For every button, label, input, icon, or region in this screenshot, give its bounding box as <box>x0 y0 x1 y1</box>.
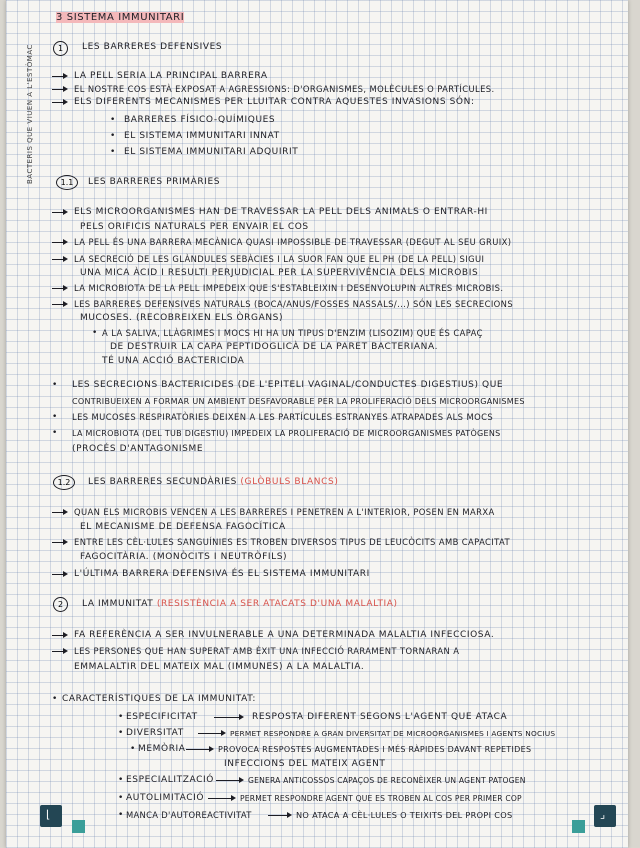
arrow-icon <box>198 733 224 734</box>
text-line: LES BARRERES DEFENSIVES NATURALS (BOCA/ANUS/FOSSES NASSALS/...) SÓN LES SECRECIONS <box>74 299 514 309</box>
text-line: QUAN ELS MICROBIS VENCEN A LES BARRERES I PENETREN A L'INTERIOR, POSEN EN MARXA <box>74 507 495 517</box>
arrow-icon <box>268 815 290 816</box>
bullet: • <box>52 694 58 704</box>
text-line: UNA MICA ÀCID I RESULTI PERJUDICIAL PER LA SUPERVIVÈNCIA DELS MICROBIS <box>80 268 479 278</box>
arrow-icon <box>216 780 242 781</box>
text-line: LA SECRECIÓ DE LES GLÀNDULES SEBÀCIES I LA SUOR FAN QUE EL PH (DE LA PELL) SIGUI <box>74 254 485 264</box>
list-item: EL SISTEMA IMMUNITARI INNAT <box>124 131 280 141</box>
text-line: FAGOCITÀRIA. (MONÒCITS I NEUTRÒFILS) <box>80 552 288 562</box>
text-line: A LA SALIVA, LLÀGRIMES I MOCS HI HA UN TIPUS D'ENZIM (LISOZIM) QUE ÉS CAPAÇ <box>102 328 483 338</box>
text-line: ELS MICROORGANISMES HAN DE TRAVESSAR LA PELL DELS ANIMALS O ENTRAR-HI <box>74 207 488 217</box>
section-heading: LA IMMUNITAT (RESISTÈNCIA A SER ATACATS D'UNA MALALTIA) <box>82 599 398 609</box>
text-line: (PROCÉS D'ANTAGONISME <box>72 444 204 454</box>
arrow-icon <box>186 749 212 750</box>
arrow-icon <box>52 102 66 103</box>
bullet: • <box>110 131 116 141</box>
arrow-icon <box>52 76 66 77</box>
corner-logo-right-icon: ⌟ <box>594 805 616 827</box>
bullet: • <box>52 412 58 422</box>
characteristic-term: ESPECIFICITAT <box>126 712 198 722</box>
teal-square-icon <box>72 820 85 833</box>
section-number-badge: 1 <box>53 41 68 56</box>
text-line: TÉ UNA ACCIÓ BACTERICIDA <box>102 356 245 366</box>
text-line: EL MECANISME DE DEFENSA FAGOCÍTICA <box>80 522 286 532</box>
text-line: LA MICROBIOTA (DEL TUB DIGESTIU) IMPEDEIX LA PROLIFERACIÓ DE MICROORGANISMES PATÒGENS <box>72 429 501 438</box>
bullet: • <box>110 147 116 157</box>
characteristic-desc: PERMET RESPONDRE A GRAN DIVERSITAT DE MICROORGANISMES I AGENTS NOCIUS <box>230 729 556 738</box>
characteristic-desc: PROVOCA RESPOSTES AUGMENTADES I MÉS RÀPIDES DAVANT REPETIDES <box>218 745 532 754</box>
teal-square-icon <box>572 820 585 833</box>
section-number-badge: 2 <box>53 597 68 612</box>
text-line: FA REFERÈNCIA A SER INVULNERABLE A UNA DETERMINADA MALALTIA INFECCIOSA. <box>74 630 495 640</box>
bullet: • <box>52 428 58 438</box>
characteristic-term: MEMÒRIA <box>138 744 186 754</box>
text-line: LA MICROBIOTA DE LA PELL IMPEDEIX QUE S'ESTABLEIXIN I DESENVOLUPIN ALTRES MICROBIS. <box>74 283 504 293</box>
section-number-badge: 1.1 <box>56 175 78 190</box>
characteristic-term: MANCA D'AUTOREACTIVITAT <box>126 810 252 820</box>
section-heading: LES BARRERES DEFENSIVES <box>82 42 223 52</box>
bullet: • <box>118 775 124 785</box>
arrow-icon <box>52 574 66 575</box>
characteristic-term: ESPECIALITZACIÓ <box>126 775 214 785</box>
text-line: LES MUCOSES RESPIRATÒRIES DEIXEN A LES PARTÍCULES ESTRANYES ATRAPADES ALS MOCS <box>72 412 494 422</box>
bullet: • <box>110 115 116 125</box>
text-line: ELS DIFERENTS MECANISMES PER LLUITAR CONTRA AQUESTES INVASIONS SÓN: <box>74 97 475 107</box>
arrow-icon <box>52 242 66 243</box>
characteristic-desc: PERMET RESPONDRE AGENT QUE ES TROBEN AL COS PER PRIMER COP <box>240 794 522 803</box>
text-line: ENTRE LES CÈL·LULES SANGUÍNIES ES TROBEN DIVERSOS TIPUS DE LEUCÒCITS AMB CAPACITAT <box>74 537 511 547</box>
text-line: LA PELL SERIA LA PRINCIPAL BARRERA <box>74 71 268 81</box>
arrow-icon <box>214 717 242 718</box>
text-line: MUCOSES. (RECOBREIXEN ELS ÒRGANS) <box>80 313 284 323</box>
notebook-page <box>6 0 628 848</box>
text-line: L'ÚLTIMA BARRERA DEFENSIVA ÉS EL SISTEMA IMMUNITARI <box>74 569 370 579</box>
corner-logo-left-icon: ⌊ <box>40 805 62 827</box>
text-line: EMMALALTIR DEL MATEIX MAL (IMMUNES) A LA MALALTIA. <box>74 662 365 672</box>
arrow-icon <box>52 288 66 289</box>
text-line: CONTRIBUEIXEN A FORMAR UN AMBIENT DESFAVORABLE PER LA PROLIFERACIÓ DELS MICROORGANISMES <box>72 397 525 406</box>
arrow-icon <box>52 512 66 513</box>
text-line: LES PERSONES QUE HAN SUPERAT AMB ÈXIT UNA INFECCIÓ RARAMENT TORNARAN A <box>74 646 460 656</box>
arrow-icon <box>52 89 66 90</box>
bullet: • <box>118 810 124 820</box>
list-item: EL SISTEMA IMMUNITARI ADQUIRIT <box>124 147 299 157</box>
bullet: • <box>118 728 124 738</box>
arrow-icon <box>52 542 66 543</box>
characteristic-desc: RESPOSTA DIFERENT SEGONS L'AGENT QUE ATACA <box>252 712 508 722</box>
characteristic-desc: INFECCIONS DEL MATEIX AGENT <box>224 759 386 769</box>
text-line: PELS ORIFICIS NATURALS PER ENVAIR EL COS <box>80 222 309 232</box>
text-line: LA PELL ÉS UNA BARRERA MECÀNICA QUASI IMPOSSIBLE DE TRAVESSAR (DEGUT AL SEU GRUIX) <box>74 237 512 247</box>
text-line: LES SECRECIONS BACTERICIDES (DE L'EPITELI VAGINAL/CONDUCTES DIGESTIUS) QUE <box>72 380 504 390</box>
characteristics-heading: CARACTERÍSTIQUES DE LA IMMUNITAT: <box>62 694 256 704</box>
page-title: 3 SISTEMA IMMUNITARI <box>56 12 185 23</box>
section-heading: LES BARRERES PRIMÀRIES <box>88 177 221 187</box>
margin-note: BACTERIS QUE VIUEN A L'ESTÒMAC <box>26 44 34 184</box>
bullet: • <box>92 328 98 338</box>
bullet: • <box>118 793 124 803</box>
arrow-icon <box>52 259 66 260</box>
text-line: EL NOSTRE COS ESTÀ EXPOSAT A AGRESSIONS: D'ORGANISMES, MOLÈCULES O PARTÍCULES. <box>74 84 495 94</box>
characteristic-desc: NO ATACA A CÈL·LULES O TEIXITS DEL PROPI COS <box>296 810 513 820</box>
arrow-icon <box>208 798 234 799</box>
arrow-icon <box>52 651 66 652</box>
list-item: BARRERES FÍSICO-QUÍMIQUES <box>124 115 276 125</box>
arrow-icon <box>52 212 66 213</box>
bullet: • <box>118 712 124 722</box>
bullet: • <box>52 380 58 390</box>
characteristic-term: AUTOLIMITACIÓ <box>126 793 205 803</box>
text-line: DE DESTRUIR LA CAPA PEPTIDOGLICÀ DE LA PARET BACTERIANA. <box>110 342 439 352</box>
characteristic-desc: GENERA ANTICOSSOS CAPAÇOS DE RECONÈIXER UN AGENT PATOGEN <box>248 776 526 785</box>
section-heading: LES BARRERES SECUNDÀRIES (GLÒBULS BLANCS) <box>88 477 339 487</box>
arrow-icon <box>52 304 66 305</box>
characteristic-term: DIVERSITAT <box>126 728 184 738</box>
section-number-badge: 1.2 <box>53 475 75 490</box>
bullet: • <box>130 744 136 754</box>
arrow-icon <box>52 635 66 636</box>
